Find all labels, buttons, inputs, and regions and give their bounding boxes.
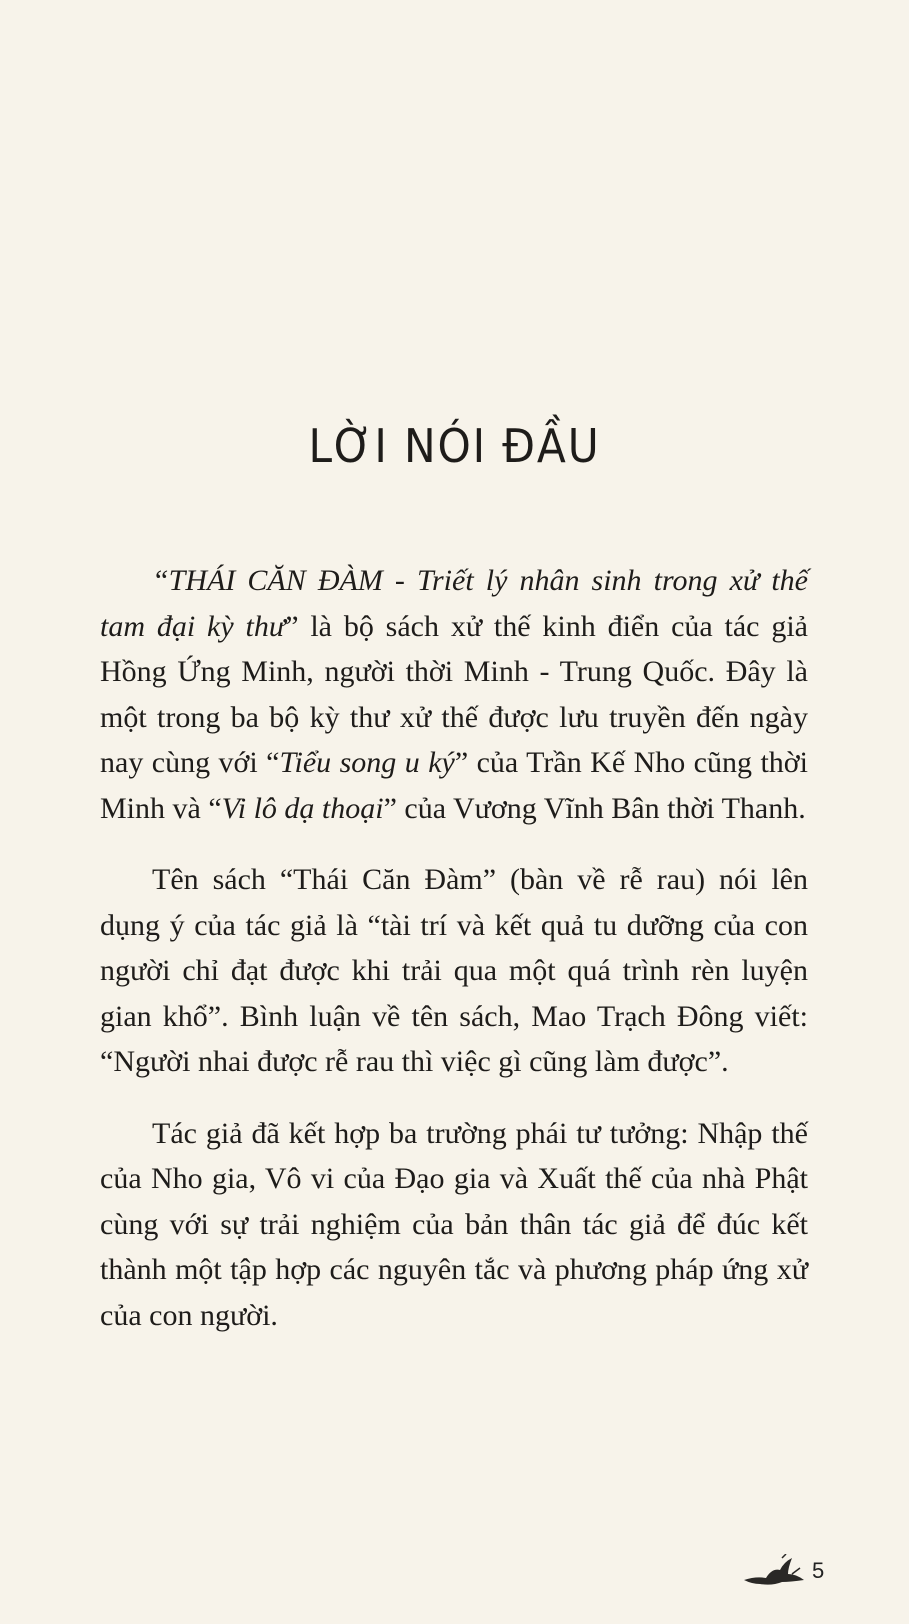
bird-ornament-icon — [742, 1554, 806, 1588]
text-run: Tác giả đã kết hợp ba trường phái tư tưởng: Nhập thế của Nho gia, Vô vi của Đạo gia và Xuất thế của nhà Phật cùng với sự trải nghiệm của bản thân tác giả để đúc kết thành một tập hợp các nguyên tắc và phương pháp ứng xử của con người. — [100, 1116, 808, 1332]
text-run: ” của Trần Kế Nho cũng thời Minh và “ — [100, 746, 808, 825]
italic-text: Vi lô dạ thoại — [221, 791, 384, 825]
page-title: LỜI NÓI ĐẦU — [308, 418, 601, 473]
paragraph — [100, 558, 808, 831]
page-footer — [742, 1554, 824, 1588]
text-run: ” là bộ sách xử thế kinh điển của tác giả Hồng Ứng Minh, người thời Minh - Trung Quốc. Đây là một trong ba bộ kỳ thư xử thế được lưu truyền đến ngày nay cùng với “ — [100, 609, 808, 779]
paragraph — [100, 857, 808, 1085]
text-run: Tên sách “Thái Căn Đàm” (bàn về rễ rau) nói lên dụng ý của tác giả là “tài trí và kết quả tu dưỡng của con người chỉ đạt được khi trải qua một quá trình rèn luyện gian khổ”. Bình luận về tên sách, Mao Trạch Đông viết: “Người nhai được rễ rau thì việc gì cũng làm được”. — [100, 863, 808, 1078]
italic-text: Tiểu song u ký — [279, 746, 455, 779]
paragraph — [100, 1111, 808, 1339]
italic-text: “THÁI CĂN ĐÀM - Triết lý nhân sinh trong xử thế tam đại kỳ thư — [100, 564, 808, 643]
body-text — [100, 558, 808, 1364]
page-number: 5 — [812, 1558, 825, 1583]
text-run: ” của Vương Vĩnh Bân thời Thanh. — [383, 791, 806, 825]
show-through-text — [700, 120, 909, 360]
